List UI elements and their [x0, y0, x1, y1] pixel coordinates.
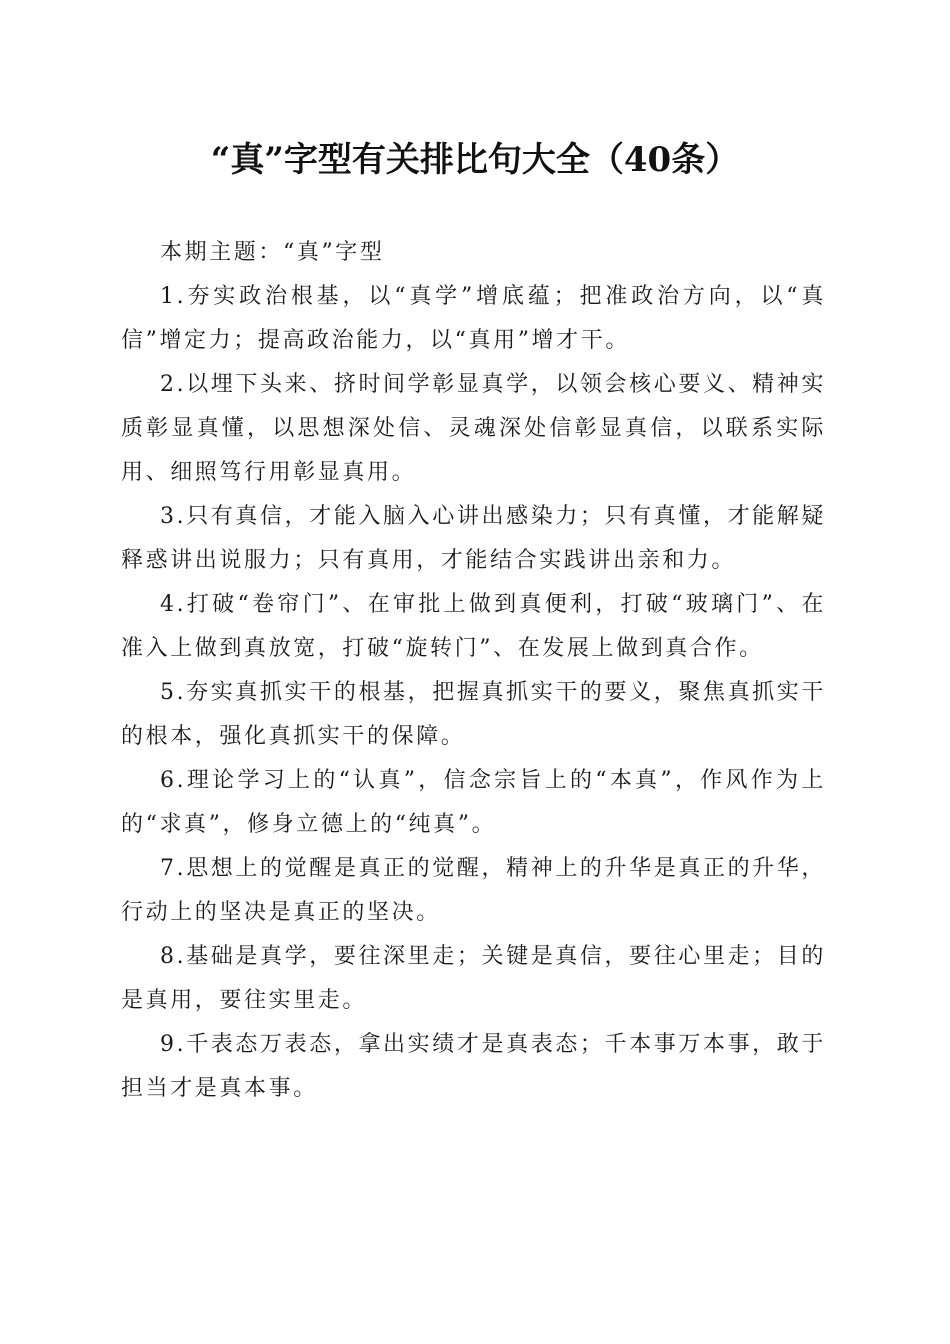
list-item: 6.理论学习上的“认真”，信念宗旨上的“本真”，作风作为上的“求真”，修身立德上的“纯真”。: [121, 768, 826, 837]
list-item: 8.基础是真学，要往深里走；关键是真信，要往心里走；目的是真用，要往实里走。: [121, 944, 826, 1013]
list-item: 2.以埋下头来、挤时间学彰显真学，以领会核心要义、精神实质彰显真懂，以思想深处信、灵魂深处信彰显真信，以联系实际用、细照笃行用彰显真用。: [121, 372, 826, 485]
document-title: “真”字型有关排比句大全（40条）: [210, 140, 740, 180]
list-item: 9.千表态万表态，拿出实绩才是真表态；千本事万本事，敢于担当才是真本事。: [121, 1032, 826, 1101]
document-body: [121, 231, 826, 1111]
list-item: 3.只有真信，才能入脑入心讲出感染力；只有真懂，才能解疑释惑讲出说服力；只有真用，才能结合实践讲出亲和力。: [121, 504, 826, 573]
list-item: 7.思想上的觉醒是真正的觉醒，精神上的升华是真正的升华，行动上的坚决是真正的坚决。: [121, 856, 826, 925]
list-item: 5.夯实真抓实干的根基，把握真抓实干的要义，聚焦真抓实干的根本，强化真抓实干的保障。: [121, 680, 826, 749]
topic-line: 本期主题：“真”字型: [160, 240, 385, 265]
list-item: 4.打破“卷帘门”、在审批上做到真便利，打破“玻璃门”、在准入上做到真放宽，打破“旋转门”、在发展上做到真合作。: [121, 592, 826, 661]
list-item: 1.夯实政治根基，以“真学”增底蕴；把准政治方向，以“真信”增定力；提高政治能力，以“真用”增才干。: [121, 284, 826, 353]
